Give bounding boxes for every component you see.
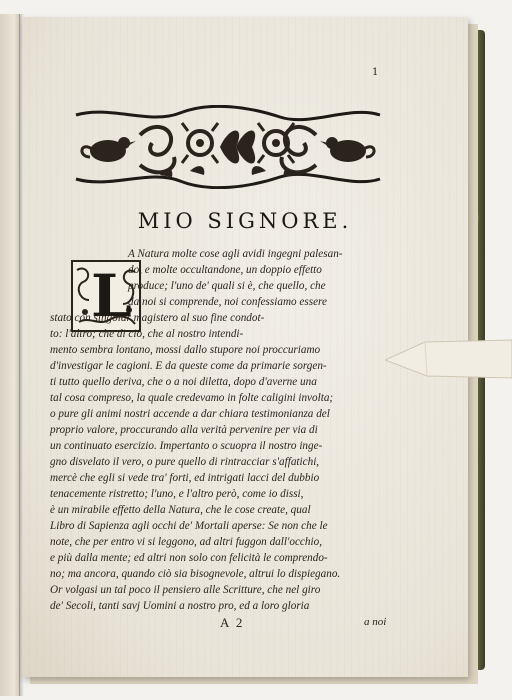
page-title: MIO SIGNORE. [137,209,353,233]
text-line: o pure gli animi nostri accende a dar chiara testimonianza del [50,408,330,420]
text-line: è un mirabile effetto della Natura, che le cose create, qual [50,504,311,516]
text-line: produce; l'uno de' quali si è, che quello, che [128,280,326,292]
text-line: to: l'altro; che di ciò, che al nostro intendi- [50,328,244,340]
signature-mark: A 2 [220,615,245,630]
text-line: tal cosa compreso, la quale credevamo in folte caligini involta; [50,392,334,404]
paper-slip [385,336,512,382]
text-line: ti tutto quello deriva, che o a noi diletta, dopo d'averne una [50,376,317,388]
floral-bird-headpiece-icon [70,105,386,189]
text-line: A Natura molte cose agli avidi ingegni palesan- [128,248,343,260]
text-line: d'investigar le cagioni. E da queste come da primarie sorgen- [50,360,327,372]
page-number: 1 [372,67,379,78]
text-line: note, che per entro vi si leggono, ad altri fuggon dall'occhio, [50,536,322,548]
text-line: Or volgasi un tal poco il pensiero alle Scritture, che nel giro [50,584,321,596]
text-line: un continuato esercizio. Impertanto o scuopra il nostro inge- [50,440,323,452]
text-line: de' Secoli, tanti savj Uomini a nostro pro, ed a loro gloria [50,600,310,612]
left-page-stack [0,14,20,696]
text-line: mercè che egli si vede tra' forti, ed intrigati lacci del dubbio [50,472,320,484]
text-line: stato con singolar magistero al suo fine condot- [50,312,265,324]
text-line: e più dalla mente; ed altri non solo con felicità le comprendo- [50,552,328,564]
text-line: gno disvelato il vero, o pure quello di rintracciar s'affatichi, [50,456,320,468]
text-line: no; ma ancora, quando ciò sia bisognevole, altrui lo dispiegano. [50,568,341,580]
catchword: a noi [364,616,387,628]
text-line: mento sembra lontano, mossi dallo stupore noi proccuriamo [50,344,321,356]
text-line: proprio valore, proccurando alla verità pervenire per via di [50,424,318,436]
text-line: Libro di Sapienza agli occhi de' Mortali aperse: Se non che le [50,520,328,532]
text-line: tenacemente ristretto; l'uno, e l'altro però, come io dissi, [50,488,304,500]
text-line: da noi si comprende, noi confessiamo essere [128,296,327,308]
drop-cap-letter: L [91,262,132,330]
text-line: do, e molte occultandone, un doppio effetto [128,264,322,276]
